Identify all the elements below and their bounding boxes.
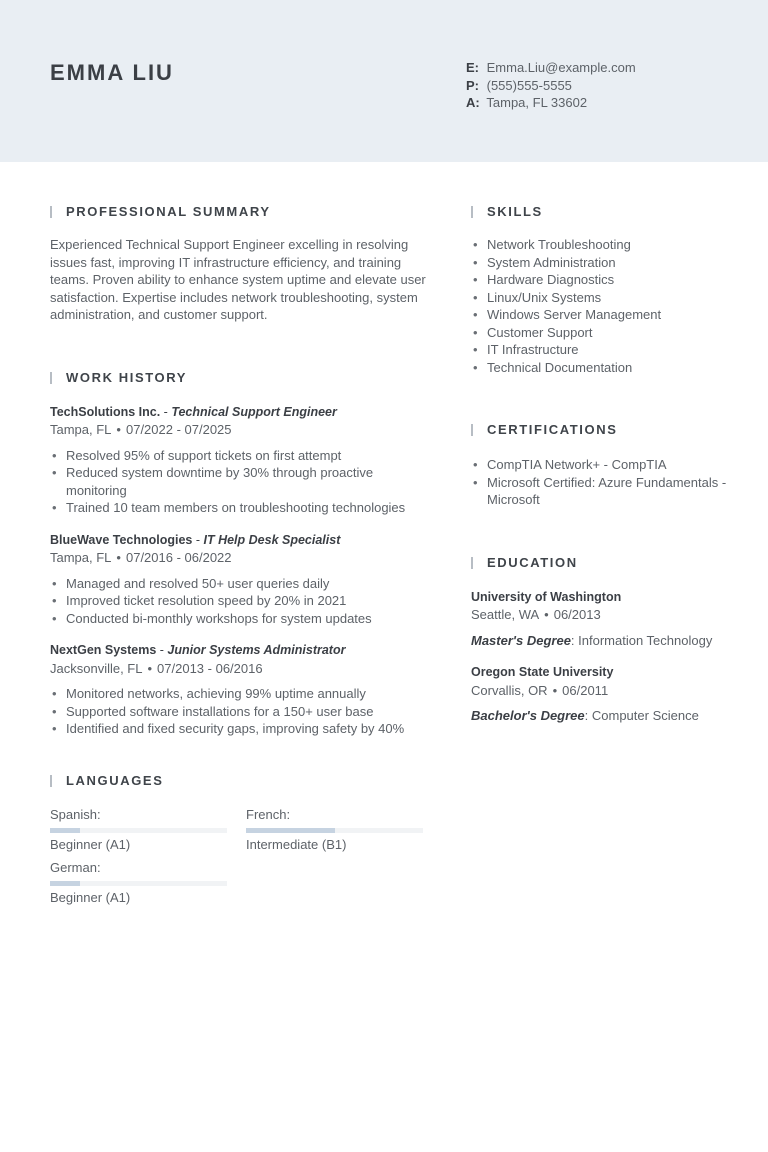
resume-header [0, 0, 768, 162]
list-item: • Linux/Unix Systems [471, 289, 731, 307]
list-item: • Supported software installations for a 150+ user base [50, 703, 435, 721]
job-bullets [50, 685, 435, 738]
education-meta [471, 682, 731, 700]
job-separator: - [160, 404, 172, 419]
list-item: • IT Infrastructure [471, 341, 731, 359]
language-proficiency-fill [50, 828, 80, 833]
education-date: 06/2011 [562, 682, 609, 698]
language-level: Beginner (A1) [50, 889, 131, 905]
job-role: Junior Systems Administrator [167, 643, 346, 657]
education-location: Corvallis, OR [471, 682, 548, 698]
language-name: French: [246, 807, 291, 822]
job-location: Jacksonville, FL [50, 660, 143, 676]
education-location: Seattle, WA [471, 607, 540, 622]
job-role: Technical Support Engineer [171, 404, 337, 419]
section-title-certifications: CERTIFICATIONS [471, 422, 731, 438]
contact-email-value: Emma.Liu@example.com [486, 60, 636, 75]
education-degree: Bachelor's Degree [471, 708, 585, 723]
education-field: : Information Technology [570, 632, 713, 648]
section-title-skills: SKILLS [471, 204, 731, 220]
job-meta [50, 660, 435, 678]
education-degree-line [471, 707, 731, 725]
contact-address [466, 94, 636, 112]
list-item: • Technical Documentation [471, 359, 731, 377]
list-item: • Monitored networks, achieving 99% uptime annually [50, 685, 435, 703]
language-proficiency-bar [50, 881, 227, 886]
section-accent-bar [50, 206, 52, 218]
section-accent-bar [50, 372, 52, 384]
list-item: • Improved ticket resolution speed by 20% in 2021 [50, 592, 435, 610]
list-item: • Windows Server Management [471, 306, 731, 324]
language-proficiency-fill [246, 828, 335, 833]
language-name: German: [50, 860, 101, 875]
contact-phone [466, 77, 636, 95]
section-accent-bar [471, 206, 473, 218]
bullet-dot: • [147, 660, 153, 676]
job-bullets [50, 575, 435, 628]
bullet-dot: • [116, 550, 121, 565]
bullet-dot: • [116, 422, 121, 437]
job-meta [50, 549, 435, 567]
education-degree: Master's Degree [471, 632, 571, 648]
section-title-summary: PROFESSIONAL SUMMARY [50, 204, 435, 220]
section-title-work: WORK HISTORY [50, 370, 435, 386]
list-item: • Identified and fixed security gaps, improving safety by 40% [50, 720, 435, 738]
contact-phone-label: P: [466, 77, 479, 93]
bullet-dot: • [552, 682, 558, 698]
job-title-line [50, 404, 435, 422]
list-item: • CompTIA Network+ - CompTIA [471, 456, 731, 474]
section-title-education: EDUCATION [471, 555, 731, 571]
job-title-line [50, 642, 435, 660]
language-proficiency-fill [50, 881, 80, 886]
job-location: Tampa, FL [50, 422, 112, 437]
list-item: • Managed and resolved 50+ user queries daily [50, 575, 435, 593]
list-item: • Conducted bi-monthly workshops for system updates [50, 610, 435, 628]
job-bullets [50, 447, 435, 517]
language-proficiency-bar [50, 828, 227, 833]
contact-address-value: Tampa, FL 33602 [486, 95, 588, 110]
candidate-name: EMMA LIU [50, 60, 174, 85]
job-entry [50, 642, 435, 738]
education-school: University of Washington [471, 589, 622, 604]
skills-list [471, 236, 731, 376]
job-meta [50, 421, 435, 439]
section-accent-bar [471, 424, 473, 436]
education-degree-line [471, 632, 731, 650]
job-company: NextGen Systems [50, 643, 157, 657]
education-school: Oregon State University [471, 665, 614, 679]
list-item: • Hardware Diagnostics [471, 271, 731, 289]
job-dates: 07/2022 - 07/2025 [125, 422, 232, 437]
list-item: • Customer Support [471, 324, 731, 342]
job-dates: 07/2013 - 06/2016 [157, 660, 263, 676]
list-item: • Reduced system downtime by 30% through proactive monitoring [50, 464, 435, 499]
education-entry [471, 589, 731, 650]
job-company: TechSolutions Inc. [50, 404, 161, 419]
education-entry [471, 664, 731, 725]
list-item: • Network Troubleshooting [471, 236, 731, 254]
summary-text: Experienced Technical Support Engineer excelling in resolving issues fast, improving IT infrastructure efficiency, and training teams. Proven ability to enhance system uptime and elevate user satisfaction. Expertise includes network troubleshooting, system administration, and customer support. [50, 237, 426, 322]
job-separator: - [156, 643, 168, 657]
job-company: BlueWave Technologies [50, 532, 193, 547]
left-column [50, 204, 435, 738]
contact-address-label: A: [466, 95, 480, 110]
right-column [471, 204, 731, 725]
education-field: : Computer Science [584, 708, 699, 723]
languages-section [50, 773, 435, 905]
list-item: • Trained 10 team members on troubleshooting technologies [50, 499, 435, 517]
contact-phone-value: (555)555-5555 [486, 77, 572, 93]
language-item [246, 806, 423, 853]
job-entry [50, 404, 435, 517]
list-item: • System Administration [471, 254, 731, 272]
section-accent-bar [471, 557, 473, 569]
section-title-languages: LANGUAGES [50, 773, 435, 789]
education-date: 06/2013 [553, 607, 601, 622]
list-item: • Resolved 95% of support tickets on first attempt [50, 447, 435, 465]
language-item [50, 806, 227, 853]
language-level: Beginner (A1) [50, 836, 131, 852]
language-proficiency-bar [246, 828, 423, 833]
contact-email-label: E: [466, 60, 479, 75]
contact-info [466, 59, 636, 112]
job-separator: - [192, 532, 204, 547]
language-item [50, 859, 227, 906]
job-dates: 07/2016 - 06/2022 [125, 550, 232, 565]
certifications-list [471, 456, 731, 509]
language-level: Intermediate (B1) [246, 836, 347, 852]
job-title-line [50, 532, 435, 550]
job-role: IT Help Desk Specialist [203, 532, 341, 547]
job-location: Tampa, FL [50, 550, 112, 565]
bullet-dot: • [544, 607, 549, 622]
education-meta [471, 606, 731, 624]
contact-email [466, 59, 636, 77]
list-item: • Microsoft Certified: Azure Fundamentals - Microsoft [471, 474, 731, 509]
job-entry [50, 532, 435, 628]
language-name: Spanish: [50, 807, 101, 822]
section-accent-bar [50, 775, 52, 787]
